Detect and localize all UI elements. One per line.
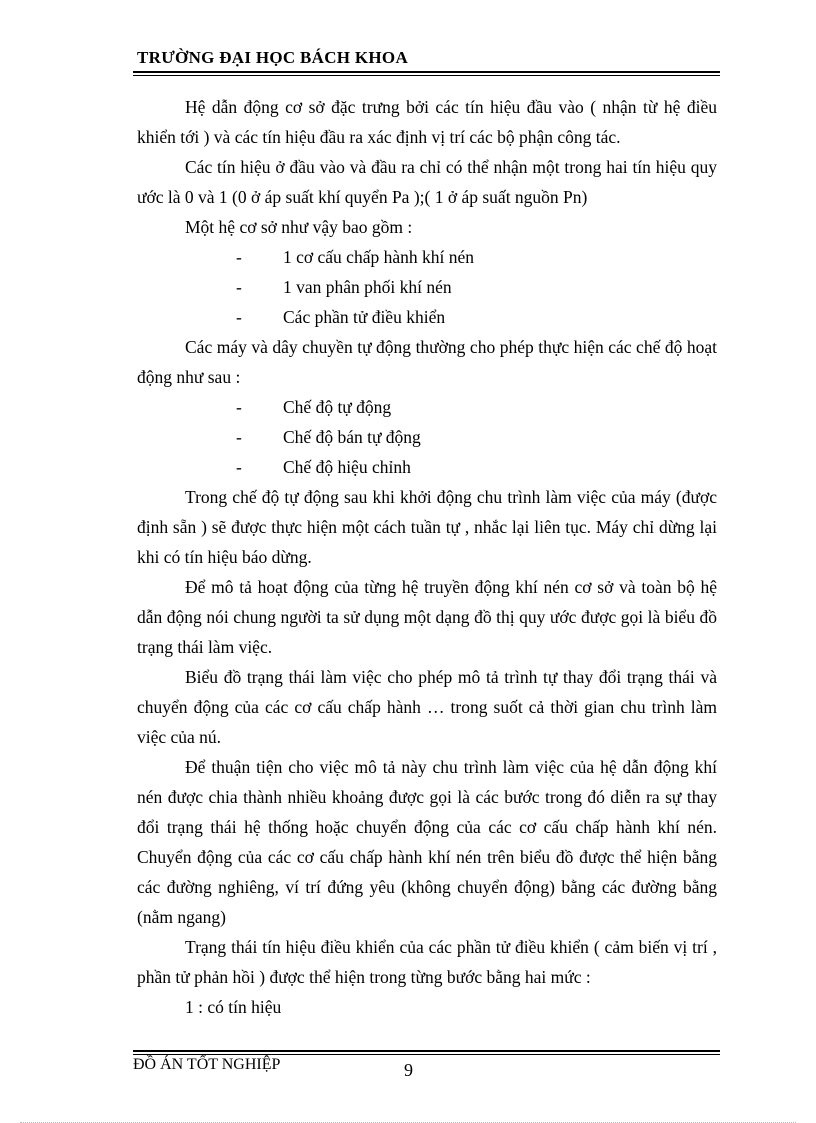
list-item: - Chế độ tự động	[236, 397, 392, 417]
footer-title: ĐỒ ÁN TỐT NGHIỆP	[133, 1056, 281, 1073]
paragraph: Trạng thái tín hiệu điều khiển của các phần tử điều khiển ( cảm biến vị trí , phần tử phản hồi ) được thể hiện trong từng bước bằng hai mức :	[137, 937, 717, 987]
paragraph: Các tín hiệu ở đầu vào và đầu ra chỉ có thể nhận một trong hai tín hiệu quy ước là 0 và 1 (0 ở áp suất khí quyển Pa );( 1 ở áp suất nguồn Pn)	[137, 157, 717, 207]
footer-rule-thin	[133, 1054, 720, 1055]
header-title: TRƯỜNG ĐẠI HỌC BÁCH KHOA	[137, 48, 409, 67]
paragraph: Để mô tả hoạt động của từng hệ truyền động khí nén cơ sở và toàn bộ hệ dẫn động nói chung người ta sử dụng một dạng đồ thị quy ước được gọi là biểu đồ trạng thái làm việc.	[137, 577, 717, 657]
header-rule-thin	[133, 75, 720, 76]
paragraph: Trong chế độ tự động sau khi khởi động chu trình làm việc của máy (được định sẵn ) sẽ được thực hiện một cách tuần tự , nhắc lại liên tục. Máy chỉ dừng lại khi có tín hiệu báo dừng.	[137, 487, 717, 567]
header-rule	[133, 71, 720, 73]
list-item: - Chế độ bán tự động	[236, 427, 421, 447]
paragraph: Các máy và dây chuyền tự động thường cho phép thực hiện các chế độ hoạt động như sau :	[137, 337, 717, 387]
paragraph: Hệ dẫn động cơ sở đặc trưng bởi các tín hiệu đầu vào ( nhận từ hệ điều khiển tới ) và các tín hiệu đầu ra xác định vị trí các bộ phận công tác.	[137, 97, 717, 147]
footer-rule	[133, 1050, 720, 1052]
list-item: - 1 cơ cấu chấp hành khí nén	[236, 247, 474, 267]
page-number: 9	[404, 1060, 413, 1080]
paragraph: Để thuận tiện cho việc mô tả này chu trình làm việc của hệ dẫn động khí nén được chia thành nhiều khoảng được gọi là các bước trong đó diễn ra sự thay đổi trạng thái hệ thống hoặc chuyển động của các cơ cấu chấp hành khí nén. Chuyển động của các cơ cấu chấp hành khí nén trên biểu đồ được thể hiện bằng các đường nghiêng, ví trí đứng yêu (không chuyển động) bằng các đường bằng (nằm ngang)	[137, 757, 717, 927]
paragraph: Một hệ cơ sở như vậy bao gồm :	[185, 217, 413, 237]
list-item: - Chế độ hiệu chỉnh	[236, 457, 411, 477]
list-item: - Các phần tử điều khiển	[236, 307, 446, 327]
list-item: - 1 van phân phối khí nén	[236, 277, 452, 297]
page-body	[137, 92, 717, 1022]
paragraph: Biểu đồ trạng thái làm việc cho phép mô tả trình tự thay đổi trạng thái và chuyển động của các cơ cấu chấp hành … trong suốt cả thời gian chu trình làm việc của nú.	[137, 667, 717, 747]
paragraph: 1 : có tín hiệu	[185, 997, 282, 1017]
